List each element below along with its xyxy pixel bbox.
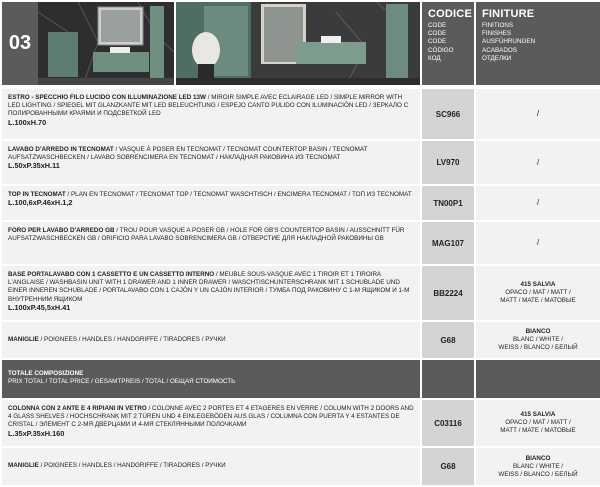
item-translations: / VASQUE À POSER EN TECNOMAT / TECNOMAT COUNTERTOP BASIN / TECNOMAT AUFSATZWASCHBECKEN / LAVABO SOBRENCIMERA EN TECNOMAT / НАКЛАДНАЯ РАКОВИНА ИЗ TECNOMAT xyxy=(8,146,368,162)
codice-translation: CODE xyxy=(428,38,447,46)
item-name: MANIGLIE xyxy=(8,462,39,470)
finish-type: BLANC / WHITE / xyxy=(512,336,564,343)
item-description xyxy=(2,186,420,220)
item-name: MANIGLIE xyxy=(8,335,39,343)
table-row xyxy=(2,186,600,220)
item-description xyxy=(2,266,420,320)
item-finish xyxy=(476,266,600,320)
finish-none: / xyxy=(536,157,540,167)
finiture-translation: FINISHES xyxy=(482,30,512,38)
item-code: G68 xyxy=(422,448,474,485)
item-finish xyxy=(476,141,600,184)
finish-type: WEISS / BLANCO / БЕЛЫЙ xyxy=(498,470,578,478)
item-dimensions: L.100xH.70 xyxy=(8,117,47,127)
item-name: ESTRO - SPECCHIO FILO LUCIDO CON ILLUMINAZIONE LED 13W xyxy=(8,94,207,101)
item-translations: / MEUBLE SOUS-VASQUE AVEC 1 TIROIR ET 1 TIROIRA L'ANGLAISE / WASHBASIN UNIT WITH 1 DRAWER AND 1 INNER DRAWER / WASCHTISCHUNTERSCHRANK MIT 1 SCHUBLADE UND EINER INNEREN SCHUBLADE / PORTALAVABO CON 1 CAJÓN Y UN CAJÓN INTERIOR / ТУМБА ПОД РАКОВИНУ С 1-М ЯЩИКОМ И 1-М ВНУТРЕННИМ ЯЩИКОМ xyxy=(8,271,410,303)
finiture-title: FINITURE xyxy=(482,8,535,20)
table-row xyxy=(2,448,600,485)
item-code: BB2224 xyxy=(422,266,474,320)
item-code: G68 xyxy=(422,322,474,358)
total-code-empty xyxy=(422,360,474,398)
item-name: TOP IN TECNOMAT xyxy=(8,191,66,198)
finish-type: MATT / MATE / МАТОВЫЕ xyxy=(500,427,576,434)
item-name: COLONNA CON 2 ANTE E 4 RIPIANI IN VETRO xyxy=(8,405,147,412)
item-finish xyxy=(476,448,600,485)
finiture-column-header xyxy=(476,2,600,85)
finish-name: BIANCO xyxy=(525,328,551,335)
product-photo-mirror-vanity xyxy=(38,2,174,85)
item-finish xyxy=(476,89,600,139)
section-number: 03 xyxy=(2,2,38,85)
item-dimensions: L.35xP.35xH.160 xyxy=(8,428,65,438)
table-row xyxy=(2,89,600,139)
item-finish xyxy=(476,322,600,358)
item-description xyxy=(2,89,420,139)
finiture-translation: ACABADOS xyxy=(482,46,517,54)
table-row xyxy=(2,322,600,358)
item-translations: / COLONNE AVEC 2 PORTES ET 4 ETAGERES EN VERRE / COLUMN WITH 2 DOORS AND 4 GLASS SHELVES / HOCHSCHRANK MIT 2 TÜREN UND 4 EINLEGEBÖDEN AUS GLAS / COLUMNA CON PUERTA Y 4 ESTANTES DE CRISTAL / ЭЛЕМЕНТ С 2-МЯ ДВЕРЦАМИ И 4-МЯ СТЕКЛЯННЫМИ ПОЛОЧКАМИ xyxy=(8,405,414,429)
item-dimensions: L.50xP.35xH.11 xyxy=(8,161,60,171)
item-code: TN00P1 xyxy=(422,186,474,220)
codice-translation: CODE xyxy=(428,22,447,29)
item-description xyxy=(2,141,420,184)
table-row xyxy=(2,222,600,264)
item-code: C03116 xyxy=(422,400,474,446)
finish-name: 415 SALVIA xyxy=(520,281,556,288)
finish-type: BLANC / WHITE / xyxy=(512,462,564,470)
total-description xyxy=(2,360,420,398)
total-finish-empty xyxy=(476,360,600,398)
finish-none: / xyxy=(536,109,540,118)
table-row xyxy=(2,141,600,184)
item-translations: / TROU POUR VASQUE A POSER GB / HOLE FOR GB'S COUNTERTOP BASIN / AUSSCHNITT FÜR AUFSATZWASCHBECKEN GB / ORIFICIO PARA LAVABO SOBRENCIMERA GB / ОТВЕРСТИЕ ДЛЯ НАКЛАДНОЙ РАКОВИНЫ GB xyxy=(8,227,405,243)
item-code: SC966 xyxy=(422,89,474,139)
finish-none: / xyxy=(536,198,540,207)
finish-type: OPACO / MAT / MATT / xyxy=(505,289,571,296)
codice-column-header xyxy=(422,2,474,85)
item-dimensions: L.100,6xP.46xH.1,2 xyxy=(8,198,73,208)
finiture-translation: FINITIONS xyxy=(482,22,514,29)
item-name: FORO PER LAVABO D'ARREDO GB xyxy=(8,227,115,234)
item-translations: / POIGNEES / HANDLES / HANDGRIFFE / TIRADORES / РУЧКИ xyxy=(38,462,226,470)
finiture-translation: ОТДЕЛКИ xyxy=(482,54,512,62)
item-description xyxy=(2,400,420,446)
item-description xyxy=(2,222,420,264)
item-code: LV970 xyxy=(422,141,474,184)
codice-title: CODICE xyxy=(428,8,472,20)
item-dimensions: L.100xP.45,5xH.41 xyxy=(8,302,71,312)
finish-type: WEISS / BLANCO / БЕЛЫЙ xyxy=(498,344,578,351)
finish-name: 415 SALVIA xyxy=(520,411,556,418)
item-description xyxy=(2,322,420,358)
codice-translation: КОД xyxy=(428,54,441,62)
total-title: TOTALE COMPOSIZIONE xyxy=(8,370,84,377)
codice-translation: CODE xyxy=(428,30,447,38)
item-finish xyxy=(476,400,600,446)
codice-translation: CÓDIGO xyxy=(428,46,454,54)
table-row xyxy=(2,400,600,446)
finish-type: OPACO / MAT / MATT / xyxy=(505,419,571,426)
item-description xyxy=(2,448,420,485)
total-translations: PRIX TOTAL / TOTAL PRICE / GESAMTPREIS / TOTAL / ОБЩАЯ СТОИМОСТЬ xyxy=(8,378,236,386)
item-code: MAG107 xyxy=(422,222,474,264)
item-translations: / PLAN EN TECNOMAT / TECNOMAT TOP / TECNOMAT WASCHTISCH / ENCIMERA TECNOMAT / ТОП ИЗ TECNOMAT xyxy=(65,191,412,198)
finish-name: BIANCO xyxy=(525,454,551,462)
catalog-header xyxy=(0,0,600,87)
item-name: BASE PORTALAVABO CON 1 CASSETTO E UN CASSETTO INTERNO xyxy=(8,271,215,278)
finiture-translation: AUSFÜHRUNGEN xyxy=(482,38,536,46)
item-finish xyxy=(476,186,600,220)
item-translations: / POIGNEES / HANDLES / HANDGRIFFE / TIRADORES / РУЧКИ xyxy=(38,335,226,343)
table-row xyxy=(2,266,600,320)
finish-type: MATT / MATE / МАТОВЫЕ xyxy=(500,297,576,304)
item-translations: / MIROIR SIMPLE AVEC ECLAIRAGE LED / SIMPLE MIRROR WITH LED LIGHTING / SPIEGEL MIT GLANZKANTE MIT LED BELEUCHTUNG / ESPEJO CANTO PULIDO CON ILUMINACIÓN LED / ЗЕРКАЛО С ПОЛИРОВАННЫМИ КРАЯМИ И ПОДСВЕТКОЙ LED xyxy=(8,94,409,118)
product-photo-bathroom-scene xyxy=(176,2,420,85)
total-row xyxy=(2,360,600,398)
finish-none: / xyxy=(536,238,540,247)
item-finish xyxy=(476,222,600,264)
item-name: LAVABO D'ARREDO IN TECNOMAT xyxy=(8,146,114,153)
